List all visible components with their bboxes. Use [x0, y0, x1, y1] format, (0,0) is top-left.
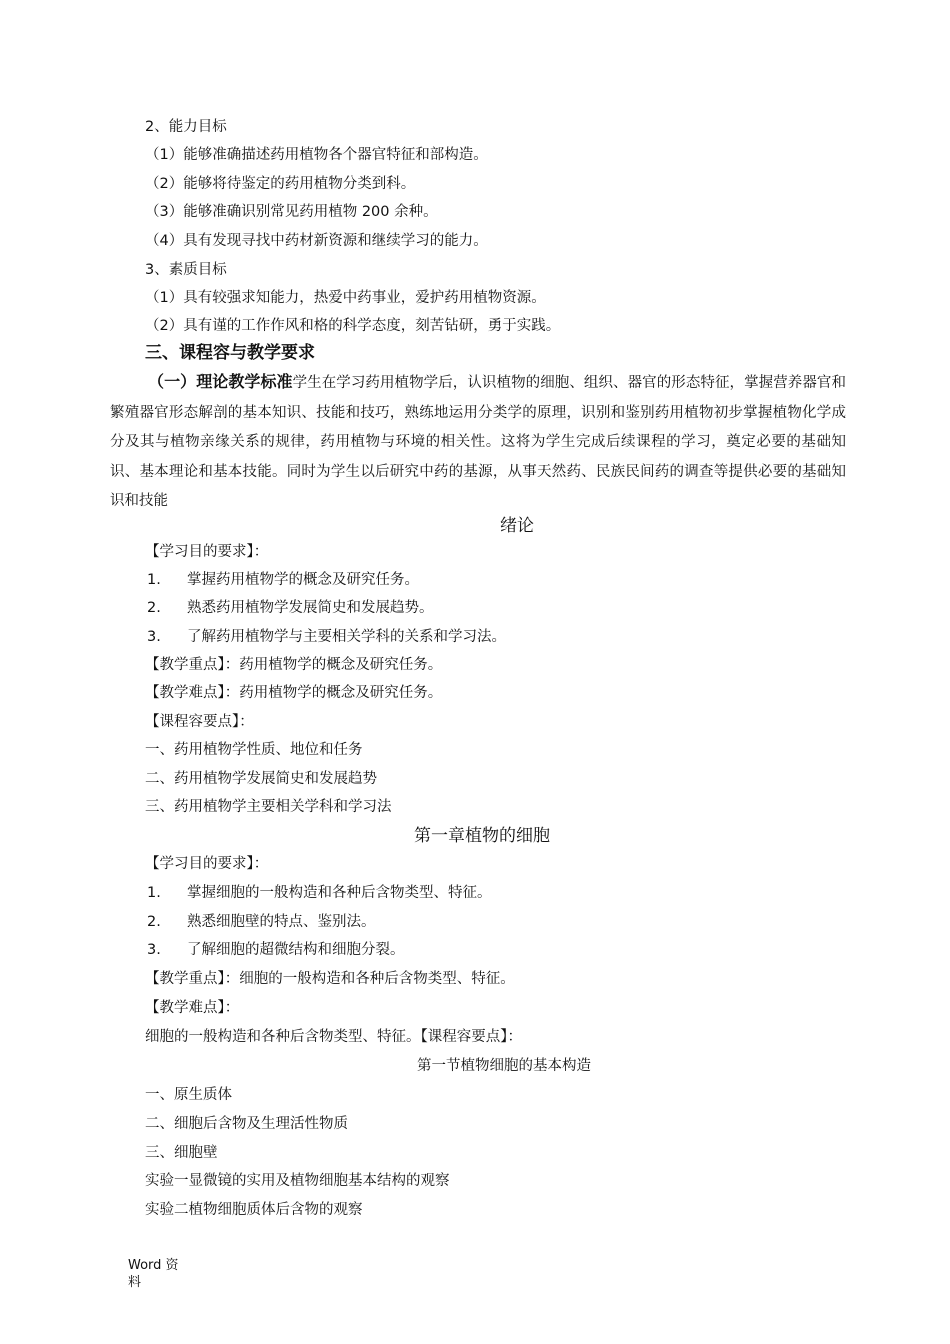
standard-label: （一）理论教学标准 — [148, 372, 293, 391]
intro-content-label: 【课程容要点】： — [145, 714, 254, 730]
ability-item-3: （3）能够准确识别常见药用植物 200 余种。 — [145, 204, 438, 220]
chapter1-content-1: 一、原生质体 — [145, 1087, 232, 1103]
page-footer: Word 资料 — [128, 1258, 179, 1290]
chapter1-goals-label: 【学习目的要求】： — [145, 856, 269, 872]
chapter1-key-point: 【教学重点】：细胞的一般构造和各种后含物类型、特征。 — [145, 971, 515, 987]
intro-goal-3: 了解药用植物学与主要相关学科的关系和学习法。 — [187, 629, 506, 645]
chapter1-title: 第一章植物的细胞 — [414, 826, 550, 846]
intro-difficulty: 【教学难点】：药用植物学的概念及研究任务。 — [145, 685, 443, 701]
intro-goal-num-3: 3. — [147, 629, 161, 645]
intro-goal-num-1: 1. — [147, 572, 161, 588]
chapter1-content-2: 二、细胞后含物及生理活性物质 — [145, 1116, 348, 1132]
standard-paragraph — [110, 367, 846, 517]
chapter1-goal-1: 掌握细胞的一般构造和各种后含物类型、特征。 — [187, 885, 492, 901]
quality-item-2: （2）具有谨的工作作风和格的科学态度，刻苦钻研，勇于实践。 — [145, 318, 561, 334]
intro-goals-label: 【学习目的要求】： — [145, 544, 269, 560]
ability-item-1: （1）能够准确描述药用植物各个器官特征和部构造。 — [145, 147, 488, 163]
chapter1-goal-num-1: 1. — [147, 885, 161, 901]
intro-goal-num-2: 2. — [147, 600, 161, 616]
standard-text: 学生在学习药用植物学后，认识植物的细胞、组织、器官的形态特征，掌握营养器官和繁殖器官形态解剖的基本知识、技能和技巧，熟练地运用分类学的原理，识别和鉴别药用植物初步掌握植物化学成分及其与植物亲缘关系的规律，药用植物与环境的相关性。这将为学生完成后续课程的学习，奠定必要的基础知识、基本理论和基本技能。同时为学生以后研究中药的基源，从事天然药、民族民间药的调查等提供必要的基础知识和技能 — [110, 375, 846, 509]
chapter1-goal-3: 了解细胞的超微结构和细胞分裂。 — [187, 942, 405, 958]
intro-goal-1: 掌握药用植物学的概念及研究任务。 — [187, 572, 419, 588]
intro-content-2: 二、药用植物学发展简史和发展趋势 — [145, 771, 377, 787]
chapter1-goal-num-2: 2. — [147, 914, 161, 930]
section-heading: 三、课程容与教学要求 — [145, 343, 315, 363]
experiment-1: 实验一显微镜的实用及植物细胞基本结构的观察 — [145, 1173, 450, 1189]
intro-title: 绪论 — [500, 516, 534, 536]
ability-item-4: （4）具有发现寻找中药材新资源和继续学习的能力。 — [145, 233, 488, 249]
quality-item-1: （1）具有较强求知能力，热爱中药事业，爱护药用植物资源。 — [145, 290, 546, 306]
chapter1-goal-num-3: 3. — [147, 942, 161, 958]
intro-content-3: 三、药用植物学主要相关学科和学习法 — [145, 799, 392, 815]
intro-content-1: 一、药用植物学性质、地位和任务 — [145, 742, 363, 758]
chapter1-content-3: 三、细胞壁 — [145, 1145, 218, 1161]
intro-key-point: 【教学重点】：药用植物学的概念及研究任务。 — [145, 657, 443, 673]
quality-heading: 3、素质目标 — [145, 262, 227, 278]
chapter1-goal-2: 熟悉细胞壁的特点、鉴别法。 — [187, 914, 376, 930]
ability-item-2: （2）能够将待鉴定的药用植物分类到科。 — [145, 176, 416, 192]
ability-heading: 2、能力目标 — [145, 119, 227, 135]
chapter1-difficulty-text: 细胞的一般构造和各种后含物类型、特征。【课程容要点】： — [145, 1029, 522, 1045]
experiment-2: 实验二植物细胞质体后含物的观察 — [145, 1202, 363, 1218]
intro-goal-2: 熟悉药用植物学发展简史和发展趋势。 — [187, 600, 434, 616]
chapter1-difficulty-label: 【教学难点】： — [145, 1000, 240, 1016]
section1-title: 第一节植物细胞的基本构造 — [417, 1058, 591, 1074]
